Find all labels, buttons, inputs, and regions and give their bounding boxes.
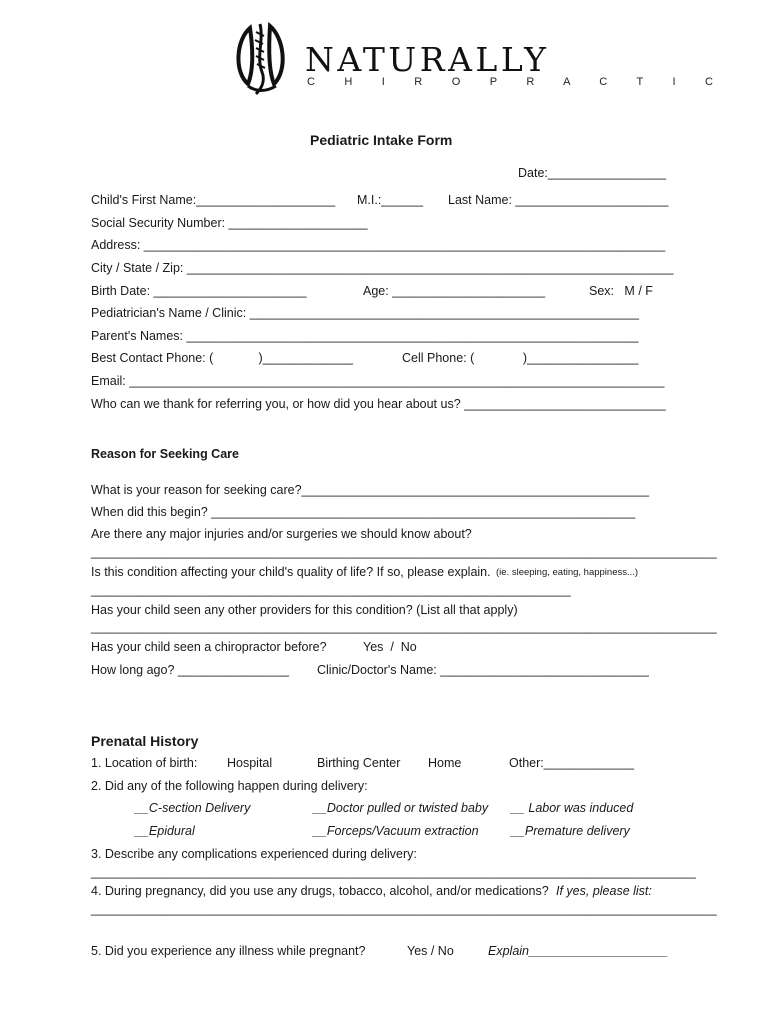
- delivery-question: 2. Did any of the following happen during delivery:: [91, 779, 368, 793]
- injuries-question: Are there any major injuries and/or surgeries we should know about?: [91, 527, 472, 541]
- leaf-logo-icon: [230, 20, 294, 100]
- birth-date-field[interactable]: Birth Date: ______________________: [91, 284, 307, 298]
- prenatal-heading: Prenatal History: [91, 733, 199, 749]
- form-title: Pediatric Intake Form: [310, 132, 453, 148]
- illness-question: 5. Did you experience any illness while pregnant?: [91, 944, 366, 958]
- injuries-answer-line[interactable]: __________________________________________________________________________________________: [91, 545, 717, 559]
- reason-heading: Reason for Seeking Care: [91, 447, 239, 461]
- last-name-field[interactable]: Last Name: ______________________: [448, 193, 669, 207]
- chiropractor-yes-no[interactable]: Yes / No: [363, 640, 417, 654]
- quality-of-life-answer-line[interactable]: _____________________________________________________________________: [91, 583, 571, 597]
- ssn-field[interactable]: Social Security Number: ____________________: [91, 216, 368, 230]
- pediatrician-field[interactable]: Pediatrician's Name / Clinic: ________________________________________________________: [91, 306, 639, 320]
- option-forceps-vacuum[interactable]: __Forceps/Vacuum extraction: [313, 824, 479, 838]
- complications-answer-line[interactable]: _______________________________________________________________________________________: [91, 865, 696, 879]
- birth-option-other[interactable]: Other:_____________: [509, 756, 635, 770]
- reason-field[interactable]: What is your reason for seeking care?__________________________________________________: [91, 483, 650, 497]
- logo-subtitle: C H I R O P R A C T I C: [307, 76, 727, 88]
- email-field[interactable]: Email: _____________________________________________________________________________: [91, 374, 665, 388]
- complications-question: 3. Describe any complications experienced during delivery:: [91, 847, 417, 861]
- substances-question: 4. During pregnancy, did you use any drugs, tobacco, alcohol, and/or medications?: [91, 884, 549, 898]
- first-name-field[interactable]: Child's First Name:____________________: [91, 193, 336, 207]
- birth-location-label: 1. Location of birth:: [91, 756, 198, 770]
- parents-field[interactable]: Parent's Names: _________________________________________________________________: [91, 329, 639, 343]
- illness-yes-no[interactable]: Yes / No: [407, 944, 454, 958]
- quality-of-life-question: Is this condition affecting your child's quality of life? If so, please explain.: [91, 565, 491, 579]
- how-long-ago-field[interactable]: How long ago? ________________: [91, 663, 290, 677]
- birth-option-home[interactable]: Home: [428, 756, 462, 770]
- city-state-zip-field[interactable]: City / State / Zip: ______________________________________________________________________: [91, 261, 674, 275]
- option-labor-induced[interactable]: __ Labor was induced: [511, 801, 634, 815]
- chiropractor-question: Has your child seen a chiropractor before?: [91, 640, 327, 654]
- onset-field[interactable]: When did this begin? _____________________________________________________________: [91, 505, 636, 519]
- best-phone-field[interactable]: Best Contact Phone: ( )_____________: [91, 351, 353, 365]
- substances-answer-line[interactable]: __________________________________________________________________________________________: [91, 902, 717, 916]
- logo-wordmark: NATURALLY: [305, 40, 550, 79]
- option-epidural[interactable]: __Epidural: [135, 824, 195, 838]
- quality-of-life-note: (ie. sleeping, eating, happiness...): [496, 567, 639, 578]
- illness-explain-field[interactable]: Explain____________________: [488, 944, 669, 958]
- birth-option-hospital[interactable]: Hospital: [227, 756, 273, 770]
- option-doctor-pulled[interactable]: __Doctor pulled or twisted baby: [313, 801, 489, 815]
- date-field[interactable]: Date:_________________: [518, 166, 667, 180]
- birth-option-birthing-center[interactable]: Birthing Center: [317, 756, 401, 770]
- clinic-doctor-field[interactable]: Clinic/Doctor's Name: ______________________________: [317, 663, 649, 677]
- address-field[interactable]: Address: ___________________________________________________________________________: [91, 238, 666, 252]
- option-c-section[interactable]: __C-section Delivery: [135, 801, 251, 815]
- age-field[interactable]: Age: ______________________: [363, 284, 546, 298]
- other-providers-answer-line[interactable]: __________________________________________________________________________________________: [91, 620, 717, 634]
- cell-phone-field[interactable]: Cell Phone: ( )________________: [402, 351, 639, 365]
- substances-list-prompt: If yes, please list:: [556, 884, 652, 898]
- option-premature-delivery[interactable]: __Premature delivery: [511, 824, 630, 838]
- referral-field[interactable]: Who can we thank for referring you, or how did you hear about us? _____________________________: [91, 397, 666, 411]
- sex-field[interactable]: Sex: M / F: [589, 284, 653, 298]
- middle-initial-field[interactable]: M.I.:______: [357, 193, 424, 207]
- other-providers-question: Has your child seen any other providers for this condition? (List all that apply): [91, 603, 518, 617]
